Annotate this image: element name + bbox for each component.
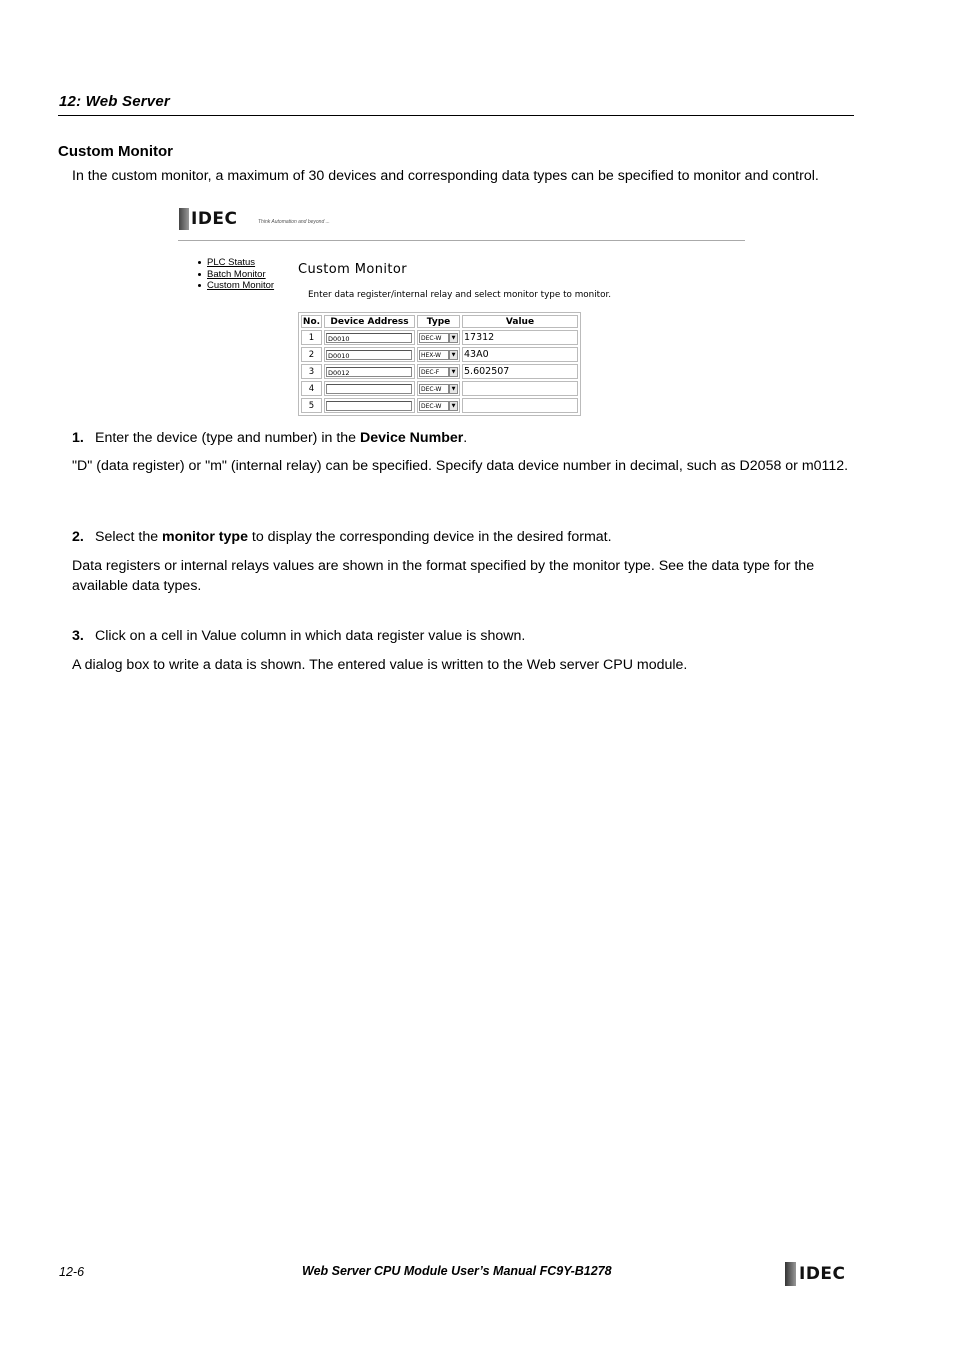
chevron-down-icon[interactable]: ▼ bbox=[449, 384, 458, 394]
step-text: Select the bbox=[95, 529, 163, 545]
table-row bbox=[301, 364, 578, 379]
address-cell bbox=[324, 364, 415, 379]
type-select-value[interactable]: DEC-W bbox=[419, 384, 449, 394]
chevron-down-icon[interactable]: ▼ bbox=[449, 350, 458, 360]
type-cell bbox=[417, 381, 460, 396]
step-bold-term: monitor type bbox=[162, 529, 248, 545]
row-number: 2 bbox=[301, 347, 322, 362]
value-text[interactable]: 17312 bbox=[464, 332, 495, 343]
type-select[interactable] bbox=[419, 367, 458, 377]
type-cell bbox=[417, 347, 460, 362]
value-text[interactable] bbox=[463, 383, 464, 394]
nav-item-plc-status[interactable] bbox=[198, 257, 274, 269]
address-cell bbox=[324, 398, 415, 413]
value-cell[interactable] bbox=[462, 330, 578, 345]
idec-logo-icon bbox=[785, 1262, 796, 1286]
value-text[interactable]: 43A0 bbox=[464, 349, 489, 360]
step-1-detail: "D" (data register) or "m" (internal relay) can be specified. Specify data device number in decimal, such as D2058 or m0112. bbox=[72, 458, 849, 474]
type-cell bbox=[417, 364, 460, 379]
device-address-input[interactable]: D0010 bbox=[326, 333, 412, 343]
step-text: Click on a cell in Value column in which data register value is shown. bbox=[95, 628, 526, 644]
chevron-down-icon[interactable]: ▼ bbox=[449, 401, 458, 411]
column-header-type: Type bbox=[417, 315, 460, 328]
nav-item-custom-monitor[interactable] bbox=[198, 280, 274, 292]
row-number: 3 bbox=[301, 364, 322, 379]
device-address-input[interactable]: D0012 bbox=[326, 367, 412, 377]
nav-link[interactable]: PLC Status bbox=[207, 257, 256, 268]
step-number: 1. bbox=[72, 430, 84, 446]
footer-manual-title: Web Server CPU Module User’s Manual FC9Y-B1278 bbox=[302, 1264, 612, 1278]
idec-logo-icon bbox=[179, 208, 189, 230]
type-select-value[interactable]: HEX-W bbox=[419, 350, 449, 360]
address-cell bbox=[324, 347, 415, 362]
address-cell bbox=[324, 381, 415, 396]
step-number: 2. bbox=[72, 529, 84, 545]
type-cell bbox=[417, 398, 460, 413]
intro-paragraph: In the custom monitor, a maximum of 30 devices and corresponding data types can be specified to monitor and control. bbox=[72, 168, 819, 184]
nav-link[interactable]: Custom Monitor bbox=[207, 280, 275, 291]
step-2-detail: Data registers or internal relays values are shown in the format specified by the monitor type. See the data type for the available data types. bbox=[72, 558, 815, 594]
bullet-icon bbox=[198, 284, 201, 287]
value-cell[interactable] bbox=[462, 398, 578, 413]
type-select[interactable] bbox=[419, 333, 458, 343]
table-header-row bbox=[301, 315, 578, 328]
type-select[interactable] bbox=[419, 350, 458, 360]
type-select-value[interactable]: DEC-W bbox=[419, 333, 449, 343]
idec-logo bbox=[179, 208, 238, 230]
type-select-value[interactable]: DEC-F bbox=[419, 367, 449, 377]
step-3-detail: A dialog box to write a data is shown. The entered value is written to the Web server CPU module. bbox=[72, 657, 688, 673]
step-number: 3. bbox=[72, 628, 84, 644]
section-title: Custom Monitor bbox=[58, 143, 173, 160]
type-cell bbox=[417, 330, 460, 345]
step-2 bbox=[72, 527, 852, 547]
type-select[interactable] bbox=[419, 401, 458, 411]
step-1 bbox=[72, 428, 852, 448]
column-header-no: No. bbox=[302, 316, 321, 327]
table-row bbox=[301, 347, 578, 362]
table-row bbox=[301, 381, 578, 396]
value-cell[interactable] bbox=[462, 381, 578, 396]
type-select-value[interactable]: DEC-W bbox=[419, 401, 449, 411]
nav-link[interactable]: Batch Monitor bbox=[207, 268, 266, 280]
column-header-address: Device Address bbox=[324, 315, 415, 328]
value-cell[interactable] bbox=[462, 364, 578, 379]
table-row bbox=[301, 330, 578, 345]
row-number: 4 bbox=[301, 381, 322, 396]
step-text-end: to display the corresponding device in the desired format. bbox=[247, 529, 612, 545]
address-cell bbox=[324, 330, 415, 345]
column-header-value: Value bbox=[462, 315, 578, 328]
custom-monitor-screenshot bbox=[178, 205, 748, 417]
monitor-heading: Custom Monitor bbox=[298, 262, 407, 277]
monitor-table bbox=[298, 312, 581, 416]
bullet-icon bbox=[198, 273, 201, 276]
value-cell[interactable] bbox=[462, 347, 578, 362]
device-address-input[interactable] bbox=[326, 384, 412, 394]
chevron-down-icon[interactable]: ▼ bbox=[449, 367, 458, 377]
step-text-end: . bbox=[463, 430, 468, 446]
step-bold-term: Device Number bbox=[359, 430, 464, 446]
device-address-input[interactable] bbox=[326, 401, 412, 411]
nav-item-batch-monitor[interactable] bbox=[198, 269, 274, 281]
value-text[interactable] bbox=[463, 400, 464, 411]
page-number: 12-6 bbox=[59, 1265, 85, 1279]
step-3 bbox=[72, 626, 852, 646]
value-text[interactable]: 5.602507 bbox=[464, 366, 510, 377]
logo-tagline: Think Automation and beyond ... bbox=[258, 219, 330, 225]
table-row bbox=[301, 398, 578, 413]
chapter-heading: 12: Web Server bbox=[59, 93, 170, 110]
chevron-down-icon[interactable]: ▼ bbox=[449, 333, 458, 343]
row-number: 5 bbox=[301, 398, 322, 413]
side-nav bbox=[198, 257, 274, 292]
header-divider bbox=[58, 115, 854, 116]
idec-logo-text: IDEC bbox=[799, 1264, 846, 1284]
row-number: 1 bbox=[301, 330, 322, 345]
step-text: Enter the device (type and number) in the bbox=[95, 430, 360, 446]
idec-logo-text: IDEC bbox=[191, 209, 238, 229]
footer-idec-logo bbox=[785, 1262, 846, 1286]
monitor-instruction: Enter data register/internal relay and select monitor type to monitor. bbox=[308, 290, 612, 300]
type-select[interactable] bbox=[419, 384, 458, 394]
bullet-icon bbox=[198, 261, 201, 264]
device-address-input[interactable]: D0010 bbox=[326, 350, 412, 360]
figure-divider bbox=[178, 240, 745, 241]
